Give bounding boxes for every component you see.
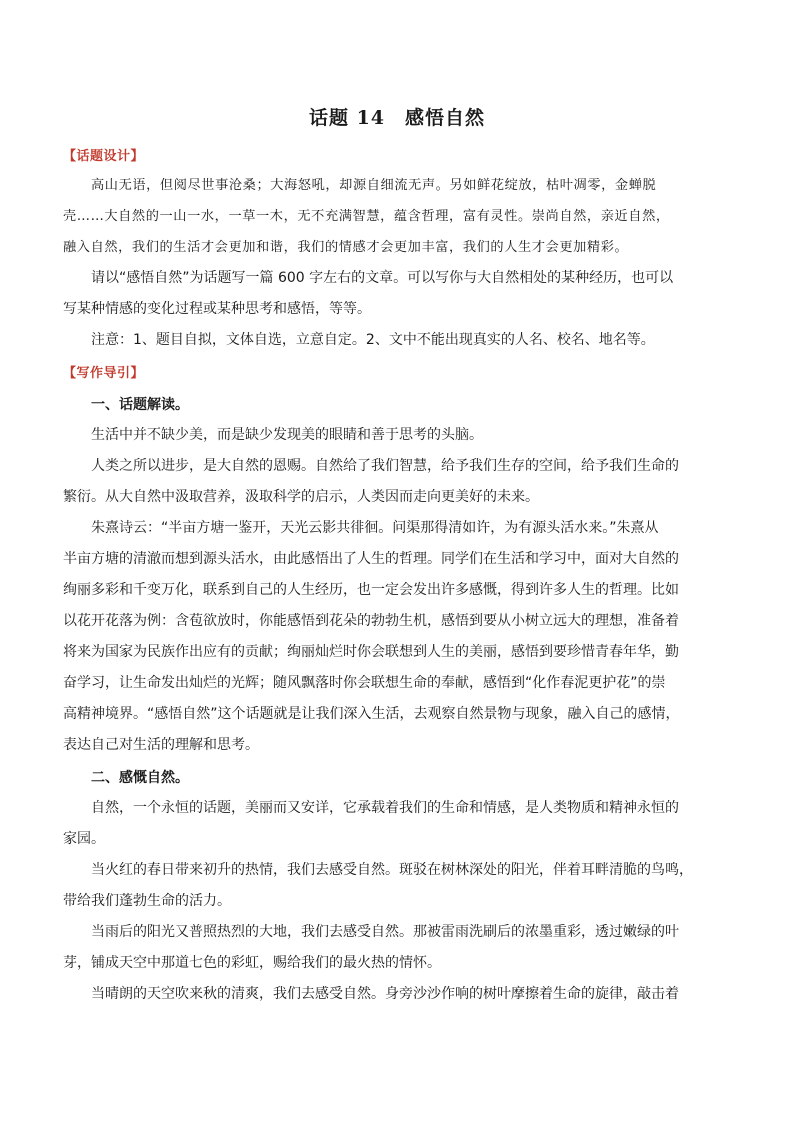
text-line: 写某种情感的变化过程或某种思考和感悟，等等。 [63, 301, 371, 317]
text-line: 当晴朗的天空吹来秋的清爽，我们去感受自然。身旁沙沙作响的树叶摩擦着生命的旋律，敲击着 [91, 986, 679, 1002]
text-line: 繁衍。从大自然中汲取营养，汲取科学的启示，人类因而走向更美好的未来。 [63, 489, 539, 505]
guide-paragraph-4 [63, 793, 731, 855]
design-paragraph-2 [63, 263, 731, 325]
text-line: 壳……大自然的一山一水，一草一木，无不充满智慧，蕴含哲理，富有灵性。崇尚自然，亲近自然， [63, 209, 670, 224]
text-line: 人类之所以进步，是大自然的恩赐。自然给了我们智慧，给予我们生存的空间，给予我们生命的 [91, 458, 679, 474]
text-line: 高山无语，但阅尽世事沧桑；大海怒吼，却源自细流无声。另如鲜花绽放，枯叶凋零，金蝉脱 [91, 178, 657, 193]
text-line: 以花开花落为例：含苞欲放时，你能感悟到花朵的勃勃生机，感悟到要从小树立远大的理想，准备着 [63, 613, 679, 629]
guide-paragraph-2 [63, 451, 731, 513]
text-line: 朱熹诗云：“半亩方塘一鉴开，天光云影共徘徊。问渠那得清如许，为有源头活水来。”朱熹从 [91, 520, 659, 536]
text-line: 融入自然，我们的生活才会更加和谐，我们的情感才会更加丰富，我们的人生才会更加精彩。 [63, 240, 629, 255]
text-line: 奋学习，让生命发出灿烂的光辉；随风飘落时你会联想生命的奉献，感悟到“化作春泥更护花”的崇 [63, 675, 666, 691]
guide-paragraph-3 [63, 513, 731, 761]
guide-heading-2: 二、感慨自然。 [91, 770, 189, 786]
section-label-guide: 【写作导引】 [63, 366, 145, 381]
text-line: 绚丽多彩和千变万化，联系到自己的人生经历，也一定会发出许多感慨，得到许多人生的哲理。比如 [63, 582, 679, 598]
section-label-design: 【话题设计】 [63, 149, 145, 164]
text-line: 带给我们蓬勃生命的活力。 [63, 893, 231, 909]
text-line: 请以“感悟自然”为话题写一篇 600 字左右的文章。可以写你与大自然相处的某种经历，也可以 [91, 270, 674, 286]
text-line: 表达自己对生活的理解和思考。 [63, 737, 259, 753]
text-line: 注意：1、题目自拟，文体自选，立意自定。2、文中不能出现真实的人名、校名、地名等。 [91, 332, 655, 348]
text-line: 将来为国家为民族作出应有的贡献；绚丽灿烂时你会联想到人生的美丽，感悟到要珍惜青春年华，勤 [63, 644, 679, 660]
guide-heading-1: 一、话题解读。 [91, 397, 189, 413]
text-line: 生活中并不缺少美，而是缺少发现美的眼睛和善于思考的头脑。 [91, 427, 483, 443]
text-line: 高精神境界。“感悟自然”这个话题就是让我们深入生活，去观察自然景物与现象，融入自己的感情， [63, 706, 680, 722]
text-line: 芽，铺成天空中那道七色的彩虹，赐给我们的最火热的情怀。 [63, 955, 441, 971]
guide-paragraph-5 [63, 855, 731, 917]
text-line: 自然，一个永恒的话题，美丽而又安详，它承载着我们的生命和情感，是人类物质和精神永恒的 [91, 800, 679, 816]
text-line: 当火红的春日带来初升的热情，我们去感受自然。斑驳在树林深处的阳光，伴着耳畔清脆的鸟鸣， [91, 862, 693, 878]
guide-paragraph-1 [91, 420, 731, 451]
text-line: 当雨后的阳光又普照热烈的大地，我们去感受自然。那被雷雨洗刷后的浓墨重彩，透过嫩绿的叶 [91, 924, 679, 940]
design-paragraph-3 [91, 325, 731, 356]
guide-paragraph-7 [91, 979, 731, 1010]
guide-paragraph-6 [63, 917, 731, 979]
text-line: 家园。 [63, 831, 105, 847]
design-paragraph-1 [63, 170, 731, 263]
page-title: 话题 14 感悟自然 [308, 107, 486, 129]
text-line: 半亩方塘的清澈而想到源头活水，由此感悟出了人生的哲理。同学们在生活和学习中，面对大自然的 [63, 551, 679, 567]
